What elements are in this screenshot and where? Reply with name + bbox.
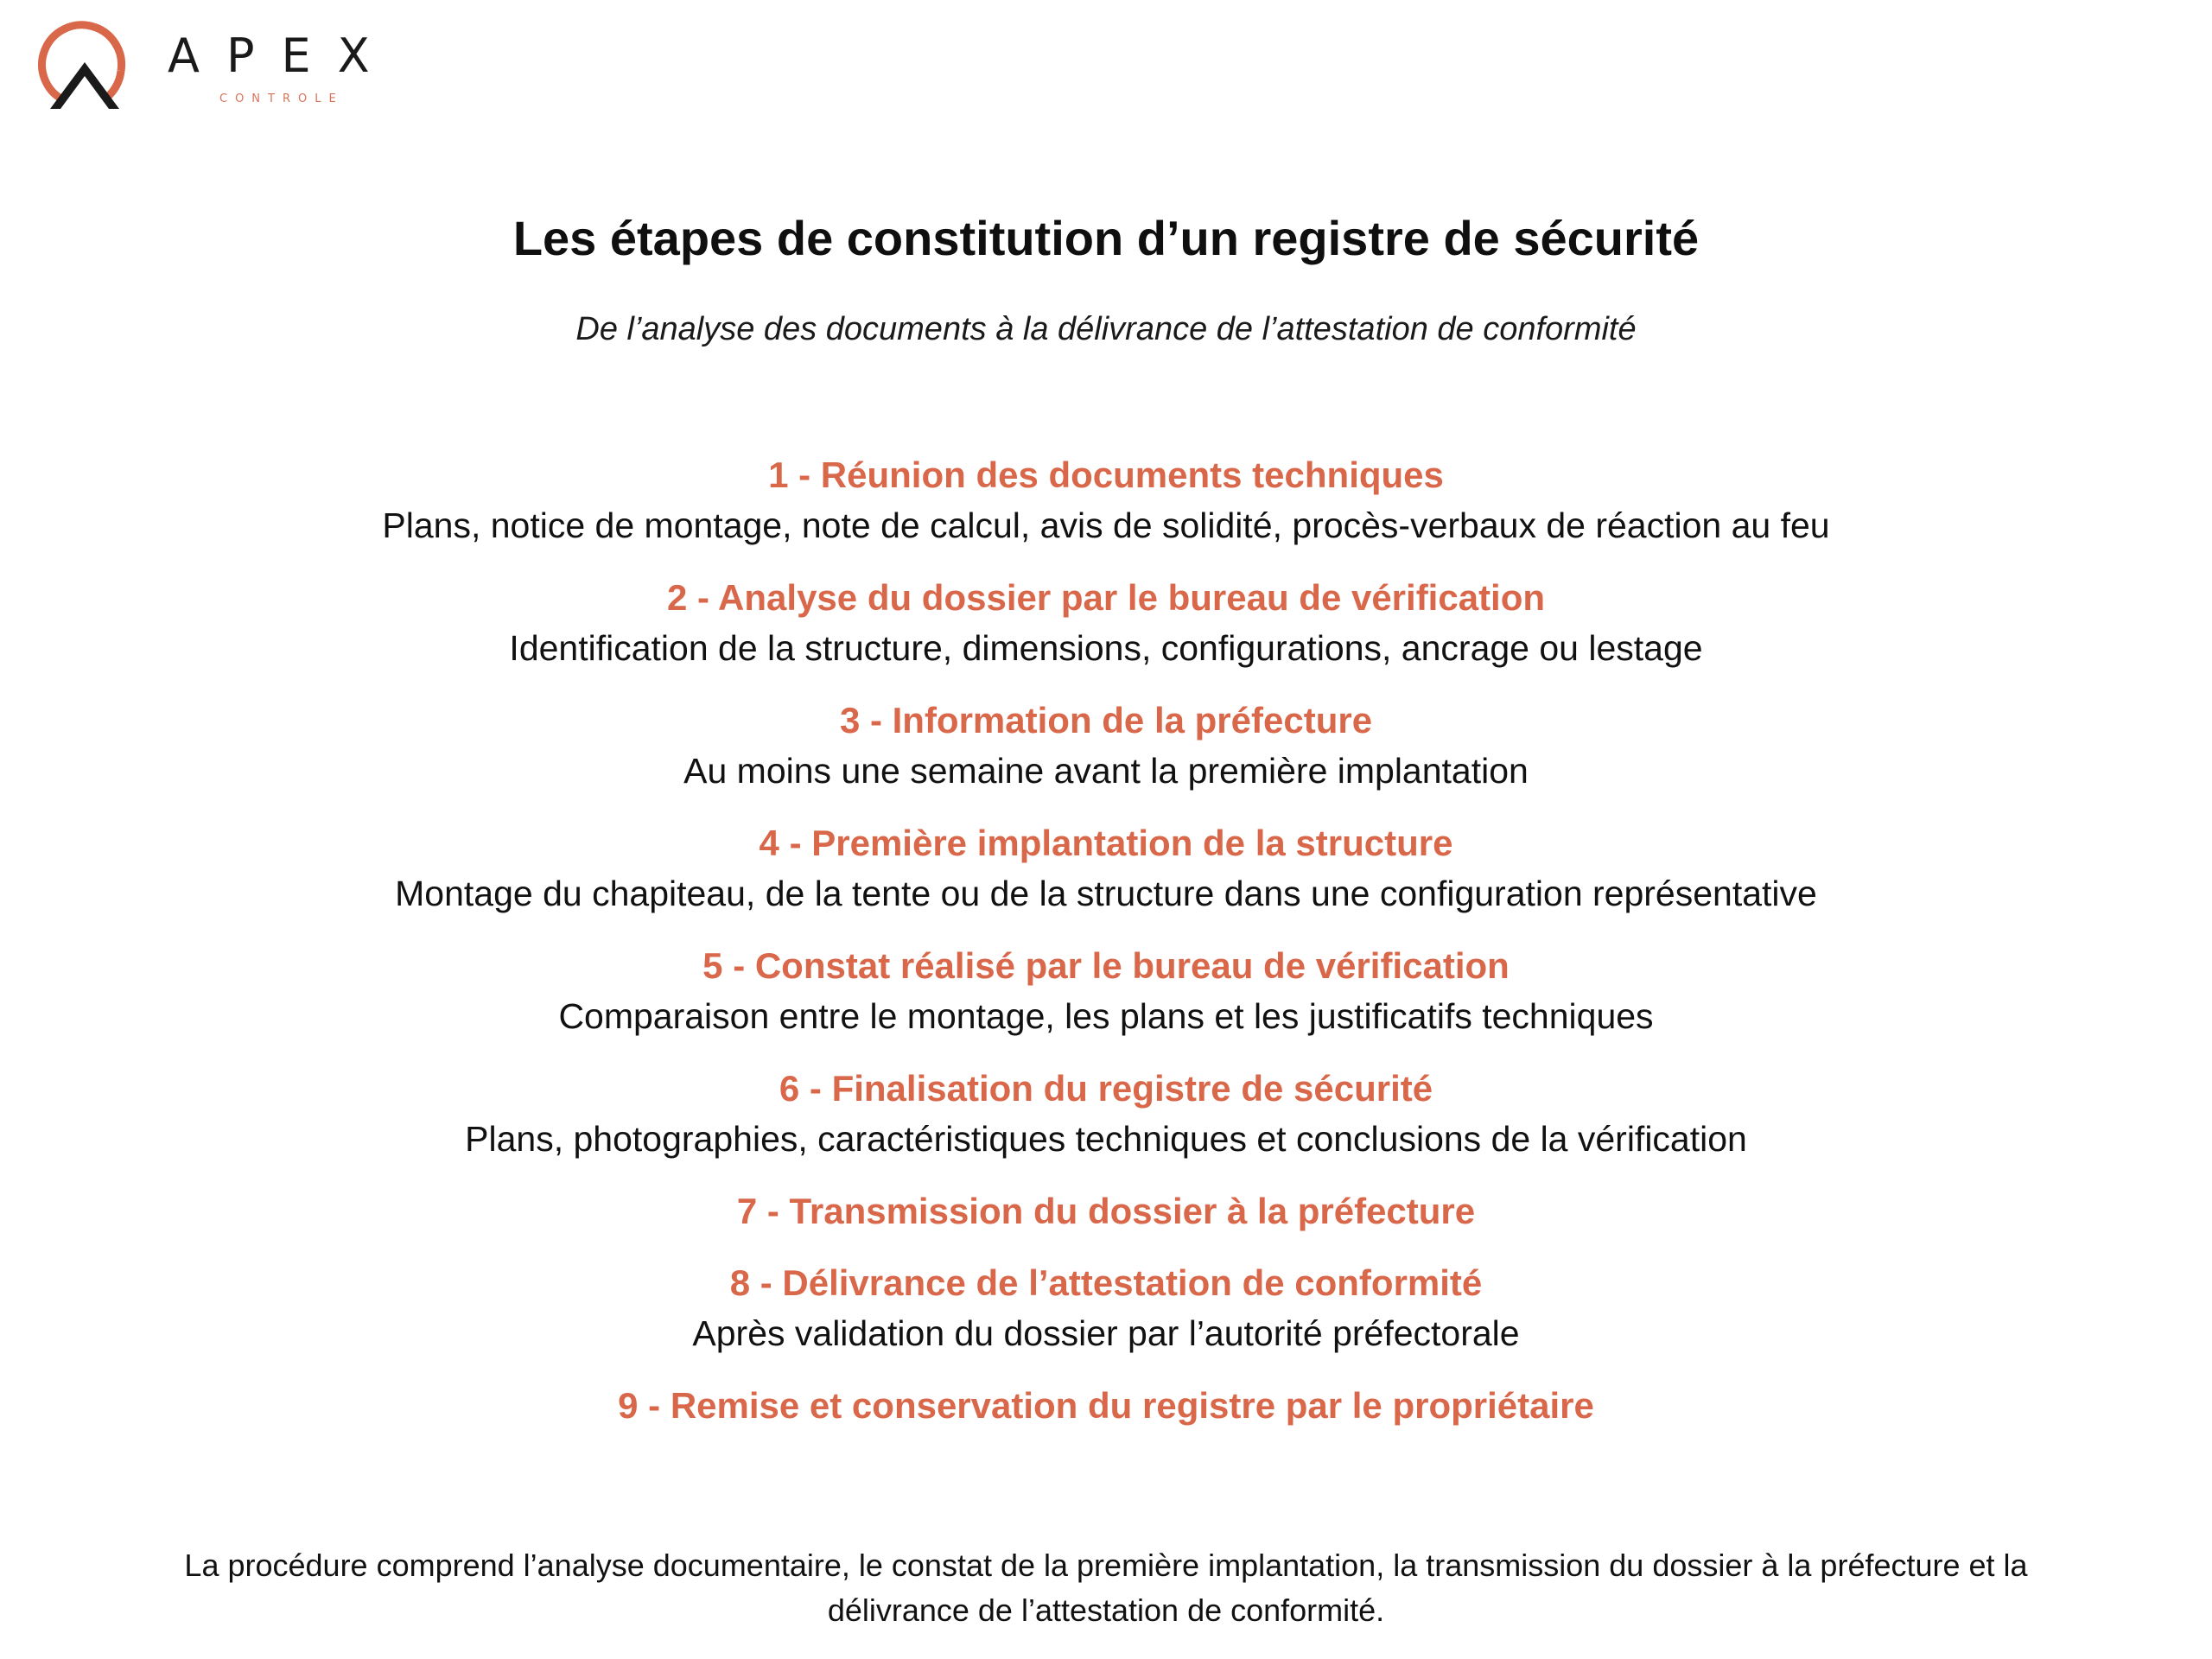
step-6-title: 6 - Finalisation du registre de sécurité bbox=[779, 1068, 1433, 1109]
step-4-description: Montage du chapiteau, de la tente ou de la structure dans une configuration représentative bbox=[395, 874, 1817, 913]
step-4-title: 4 - Première implantation de la structure bbox=[759, 823, 1453, 863]
logo-tagline: CONTROLE bbox=[219, 92, 344, 105]
step-2-description: Identification de la structure, dimensions, configurations, ancrage ou lestage bbox=[509, 628, 1703, 668]
step-5-description: Comparaison entre le montage, les plans et les justificatifs techniques bbox=[558, 996, 1654, 1036]
step-1-title: 1 - Réunion des documents techniques bbox=[768, 454, 1444, 495]
step-7-title: 7 - Transmission du dossier à la préfecture bbox=[736, 1191, 1476, 1231]
step-9-title: 9 - Remise et conservation du registre par le propriétaire bbox=[618, 1385, 1594, 1426]
step-3-title: 3 - Information de la préfecture bbox=[839, 700, 1373, 741]
step-6-description: Plans, photographies, caractéristiques techniques et conclusions de la vérification bbox=[465, 1119, 1747, 1159]
page-title: Les étapes de constitution d’un registre de sécurité bbox=[512, 211, 1700, 265]
step-8-description: Après validation du dossier par l’autorité préfectorale bbox=[692, 1313, 1520, 1353]
step-1-description: Plans, notice de montage, note de calcul, avis de solidité, procès-verbaux de réaction au feu bbox=[382, 505, 1830, 545]
step-8-title: 8 - Délivrance de l’attestation de conformité bbox=[729, 1262, 1483, 1303]
logo-wordmark: APEX bbox=[168, 29, 397, 83]
step-2-title: 2 - Analyse du dossier par le bureau de vérification bbox=[666, 577, 1546, 618]
page-subtitle: De l’analyse des documents à la délivrance de l’attestation de conformité bbox=[575, 311, 1637, 347]
footer-note: La procédure comprend l’analyse documentaire, le constat de la première implantation, la transmission du dossier à la préfecture et la délivrance de l’attestation de conformité. bbox=[184, 1548, 2028, 1628]
step-3-description: Au moins une semaine avant la première implantation bbox=[683, 751, 1529, 791]
step-5-title: 5 - Constat réalisé par le bureau de vérification bbox=[702, 945, 1510, 986]
